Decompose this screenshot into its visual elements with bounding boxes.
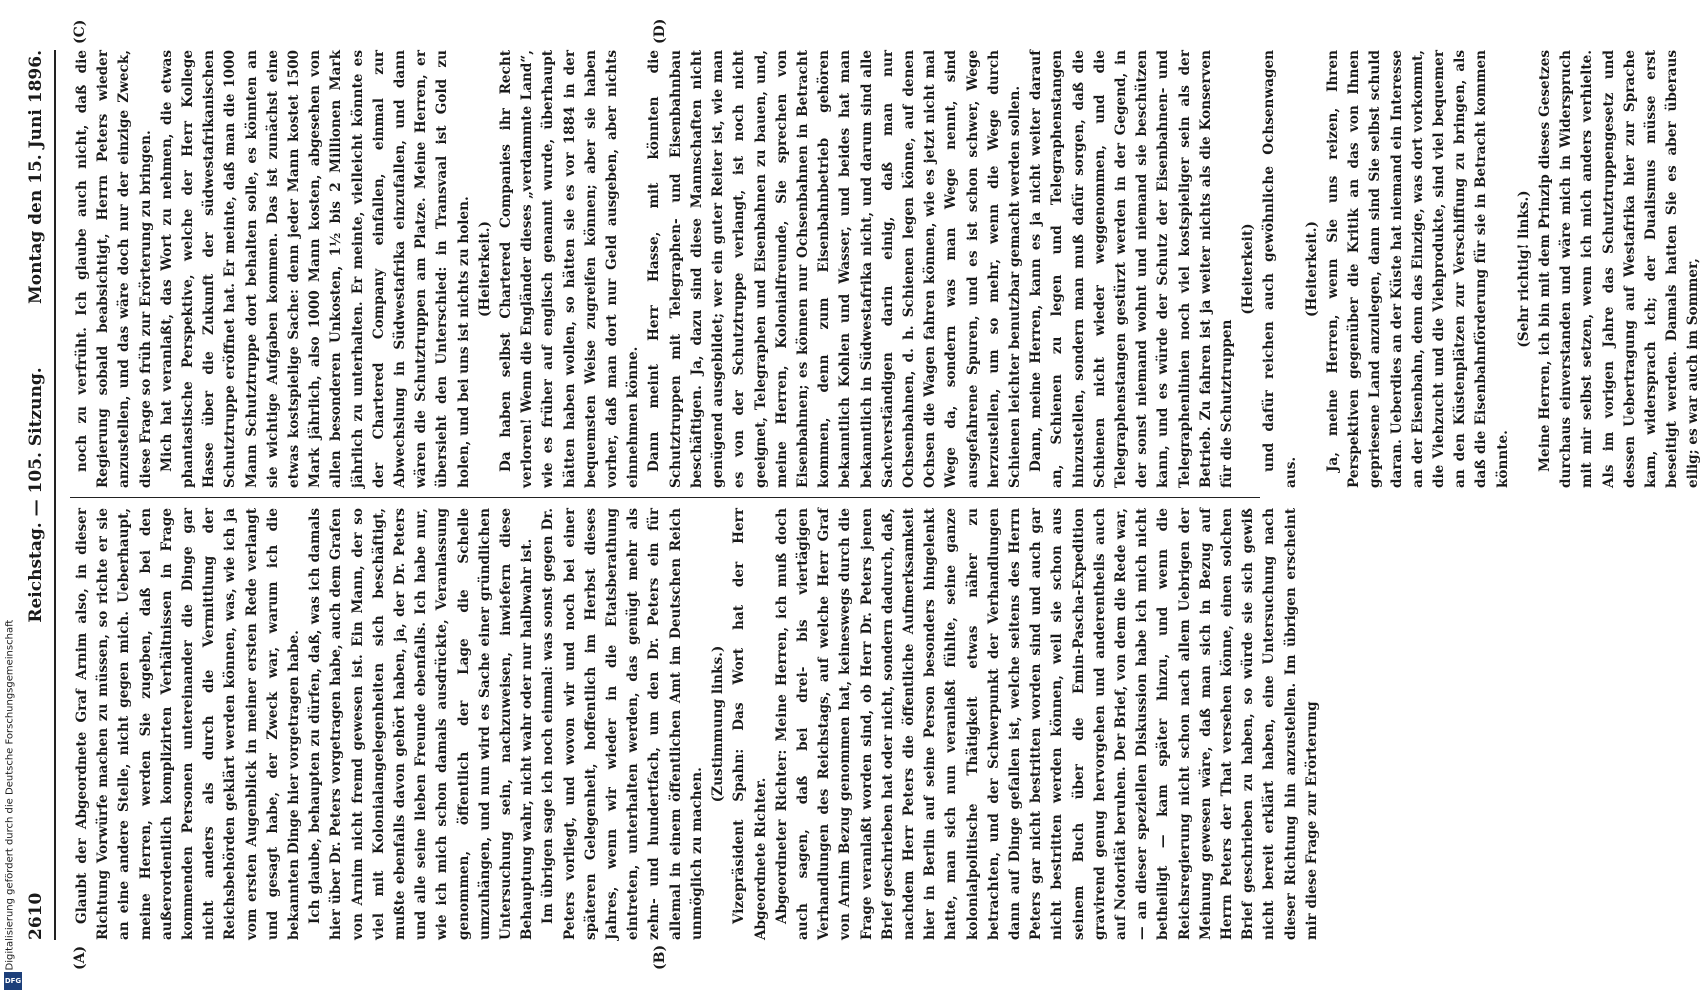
dfg-logo-icon: DFG xyxy=(4,972,22,990)
margin-mark-c: (C) xyxy=(72,19,88,44)
paragraph: Mich hat veranlaßt, das Wort zu nehmen, die etwas phantastische Perspektive, welche der Herr Kollege Hasse über die Zukunft der südwestafrikanischen Schutztruppe eröffnet hat. Er meinte, daß man die 1000 Mann Schutztruppe dort behalten solle, es könnten an sie wichtige Aufgaben kommen. Das ist zunächst eine etwas kostspielige Sache: denn jeder Mann kostet 1500 Mark jährlich, also 1000 Mann kosten, abgesehen von allen besonderen Unkosten, 1½ bis 2 Millionen Mark jährlich zu unterhalten. Er meinte, vielleicht könnte es der Chartered Company einfallen, einmal zur Abwechslung in Südwestafrika einzufallen, und dann wären die Schutztruppen am Platze. Meine Herren, er übersieht den Unterschied: in Transvaal ist Gold zu holen, und bei uns ist nichts zu holen. xyxy=(158,50,472,488)
paragraph: Da haben selbst Chartered Companies ihr Recht verloren! Wenn die Engländer dieses „verdammte Land“, wie es früher auf englisch genannt wurde, überhaupt hätten haben wollen, so hätten sie es vor 1884 in der bequemsten Weise zugreifen können; aber sie haben vorher, daß man dort nur Geld ausgeben, aber nichts einnehmen könne. xyxy=(498,50,642,488)
page-number: 2610 xyxy=(26,892,46,940)
margin-mark-b: (B) xyxy=(652,944,668,970)
interjection: (Heiterkeit) xyxy=(1240,223,1257,315)
paragraph: Vizepräsident Spahn: Das Wort hat der Herr Abgeordnete Richter. xyxy=(731,508,769,940)
paragraph: noch zu verfrüht. Ich glaube auch nicht, daß die Regierung sobald beabsichtigt, Herrn Peters wieder anzustellen, und das wäre doch nur der einzige Zweck, diese Frage so früh zur Erörterung zu bringen. xyxy=(74,50,154,488)
paragraph: Abgeordneter Richter: Meine Herren, ich muß doch auch sagen, daß bei drei- bis viertägigen Verhandlungen des Reichstags, auf welche Herr Graf von Arnim Bezug genommen hat, keineswegs durch die Frage veranlaßt worden sind, ob Herr Dr. Peters jenen Brief geschrieben hat oder nicht, sondern dadurch, daß, nachdem Herr Peters die öffentliche Aufmerksamkeit hier in Berlin auf seine Person besonders hingelenkt hatte, man sich nun veranlaßt fühlte, seine ganze kolonialpolitische Thätigkeit etwas näher zu betrachten, und der Schwerpunkt der Verhandlungen dann auf Dinge gefallen ist, welche seitens des Herrn Peters gar nicht bestritten worden sind und auch gar nicht bestritten werden können, weil sie schon aus seinem Buch über die Emin-Pascha-Expedition gravirend genug hervorgehen und anderentheils auch auf Notorität beruhen. Der Brief, von dem die Rede war, — an dieser speziellen Diskussion habe ich mich nicht betheiligt — kam später hinzu, und wenn die Reichsregierung nicht schon nach allem Uebrigen der Meinung gewesen wäre, daß man sich in Bezug auf Herrn Peters der That versehen könne, einen solchen Brief geschrieben zu haben, so würde sie sich gewiß nicht bereit erklärt haben, eine Untersuchung nach dieser Richtung hin anzustellen. Im übrigen erscheint mir diese Frage zur Erörterung xyxy=(773,508,1320,940)
paragraph: Ich glaube, behaupten zu dürfen, daß, was ich damals hier über Dr. Peters vorgetragen habe, auch dem Grafen von Arnim nicht fremd gewesen ist. Ein Mann, der so viel mit Kolonialangelegenheiten sich beschäftigt, mußte ebenfalls davon gehört haben, ja, der Dr. Peters und alle seine lieben Freunde ebenfalls. Ich habe nur, wie ich mich schon damals ausdrückte, Veranlassung genommen, öffentlich der Lage die Schelle umzuhängen, und nun wird es Sache einer gründlichen Untersuchung sein, nachzuweisen, inwiefern diese Behauptung wahr, nicht wahr oder nur halbwahr ist. xyxy=(307,508,536,940)
paragraph: Dann, meine Herren, kann es ja nicht weiter darauf an, Schienen zu legen und Telegraphenstangen hinzustellen, sondern man muß dafür sorgen, daß die Schienen nicht wieder weggenommen, und die Telegraphenstangen gestürzt werden in der Gegend, in der sonst niemand wohnt und niemand sie beschützen kann, und es würde der Schutz der Eisenbahnen- und Telegraphenlinien noch viel kostspieliger sein als der Betrieb. Zu fahren ist ja weiter nichts als die Konserven für die Schutztruppen xyxy=(1028,50,1235,488)
paragraph: Meine Herren, ich bin mit dem Prinzip dieses Gesetzes durchaus einverstanden und wäre mich in Widerspruch mit mir selbst setzen, wenn ich mich anders verhielte. Als im vorigen Jahre das Schutztruppengesetz und dessen Uebertragung auf Westafrika hier zur Sprache kam, widersprach ich; der Dualismus müsse erst beseitigt werden. Damals hatten Sie es aber überaus eilig; es war auch im Sommer, xyxy=(1537,50,1702,488)
margin-mark-a: (A) xyxy=(72,945,88,970)
interjection: (Sehr richtig! links.) xyxy=(1515,190,1532,348)
paragraph: Im übrigen sage ich noch einmal: was sonst gegen Dr. Peters vorliegt, und wovon wir und noch bei einer späteren Gelegenheit, hoffentlich im Herbst dieses Jahres, wenn wir wieder in die Etatsberathung eintreten, unterhalten werden, das genügt mehr als zehn- und hundertfach, um den Dr. Peters ein für allemal in einem öffentlichen Amt im Deutschen Reich unmöglich zu machen. xyxy=(540,508,705,940)
right-text-column xyxy=(72,50,1702,488)
digitization-credit-strip xyxy=(0,0,28,1000)
interjection: (Zustimmung links.) xyxy=(710,645,727,803)
left-text-column xyxy=(72,508,1320,940)
session-title: Reichstag. — 105. Sitzung. xyxy=(26,367,46,623)
paragraph: Dann meint Herr Hasse, mit könnten die Schutztruppen mit Telegraphen- und Eisenbahnbau beschäftigen. Ja, dazu sind diese Mannschaften nicht genügend ausgebildet; wer ein guter Reiter ist, wie man es von der Schutztruppe verlangt, ist noch nicht geeignet, Telegraphen und Eisenbahnen zu bauen, und, meine Herren, Kolonialfreunde, Sie sprechen von Eisenbahnen; es können nur Ochsenbahnen in Betracht kommen, denn zum Eisenbahnbetrieb gehören bekanntlich Kohlen und Wasser, und beides hat man bekanntlich in Südwestafrika nicht, und darum sind alle Sachverständigen darin einig, daß man nur Ochsenbahnen, d. h. Schienen legen könne, auf denen Ochsen die Wagen fahren können, wie es jetzt nicht mal Wege da, sondern was man Wege nennt, sind ausgefahrene Spuren, und es ist schon schwer, Wege herzustellen, um so mehr, wenn die Wege durch Schienen leichter benutzbar gemacht werden sollen. xyxy=(646,50,1023,488)
paragraph: Ja, meine Herren, wenn Sie uns reizen, Ihren Perspektiven gegenüber die Kritik an das von Ihnen gepriesene Land anzulegen, dann sind Sie selbst schuld daran. Ueberdies an der Küste hat niemand ein Interesse an der Eisenbahn, denn das Einzige, was dort vorkommt, die Viehzucht und die Viehprodukte, sind viel bequemer an den Küstenplätzen zur Verschiffung zu bringen, als daß die Eisenbahnförderung für sie in Betracht kommen könnte. xyxy=(1324,50,1511,488)
column-divider xyxy=(70,497,1260,498)
paragraph: und dafür reichen auch gewöhnliche Ochsenwagen aus. xyxy=(1261,50,1299,488)
interjection: (Heiterkeit.) xyxy=(1303,221,1320,317)
margin-mark-d: (D) xyxy=(652,18,668,44)
digitization-credit: Digitalisierung gefördert durch die Deutsche Forschungsgemeinschaft xyxy=(4,619,16,971)
interjection: (Heiterkeit.) xyxy=(476,221,493,317)
paragraph: Glaubt der Abgeordnete Graf Arnim also, in dieser Richtung Vorwürfe machen zu müssen, so richte er sie an eine andere Stelle, nicht gegen mich. Ueberhaupt, meine Herren, werden Sie zugeben, daß bei den außerordentlich komplizirten Verhältnissen in Frage kommenden Personen untereinander die Dinge gar nicht anders als durch die Vermittlung der Reichsbehörden geklärt werden können, was, wie ich ja vom ersten Augenblick in meiner ersten Rede verlangt und gesagt habe, der Zweck war, warum ich die bekannten Dinge hier vorgetragen habe. xyxy=(74,508,303,940)
session-date: Montag den 15. Juni 1896. xyxy=(26,50,46,305)
